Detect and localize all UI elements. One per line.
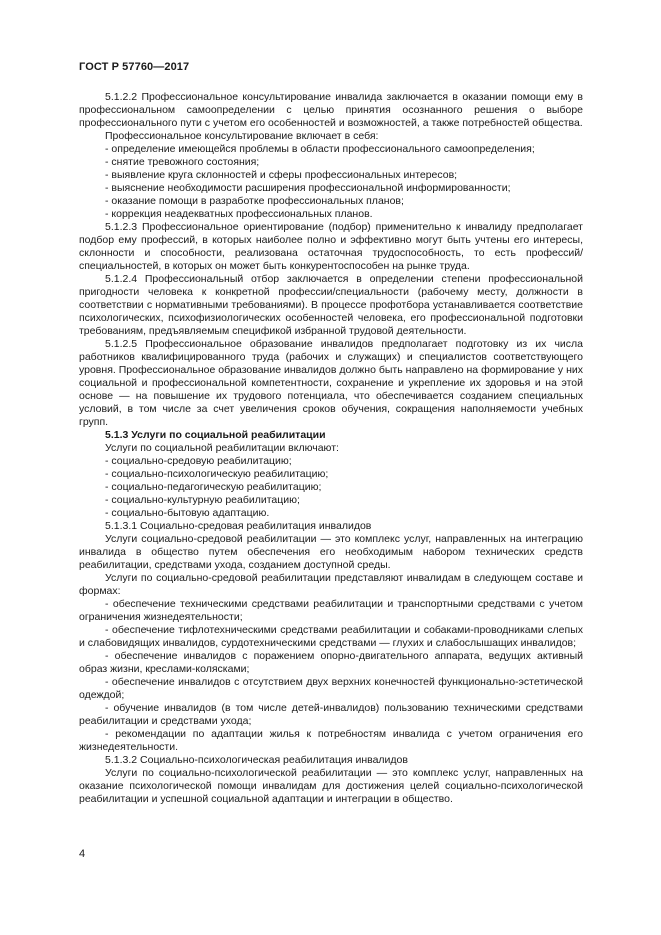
paragraph: - обеспечение техническими средствами реабилитации и транспортными средствами с учетом ограничения жизнедеятельности; [79,598,583,623]
list-item: - социально-психологическую реабилитацию; [105,468,329,480]
document-body [79,91,583,806]
list-item: - социально-средовую реабилитацию; [105,455,292,467]
paragraph: 5.1.2.5 Профессиональное образование инвалидов предполагает подготовку из их числа работников квалифицированного труда (рабочих и служащих) и специалистов соответствующего уровня. Профессиональное образование инвалидов должно быть направлено на формирование у них социальной и профессиональной компетентности, сохранение и укрепление их здоровья и на этой основе — на повышение их трудового потенциала, что обеспечивается созданием специальных условий, в том числе за счет увеличения сроков обучения, сокращения наполняемости учебных групп. [79,338,583,428]
paragraph: - обучение инвалидов (в том числе детей-инвалидов) пользованию техническими средствами реабилитации и средствами ухода; [79,702,583,727]
document-header: ГОСТ Р 57760—2017 [79,61,190,73]
list-item: - социально-педагогическую реабилитацию; [105,481,322,493]
paragraph: 5.1.3.2 Социально-психологическая реабилитация инвалидов [105,754,408,766]
list-item: - социально-бытовую адаптацию. [105,507,270,519]
page-number: 4 [79,848,86,860]
paragraph: - рекомендации по адаптации жилья к потребностям инвалида с учетом ограничения его жизнедеятельности. [79,728,583,753]
list-item: - коррекция неадекватных профессиональных планов. [105,208,373,220]
paragraph: 5.1.2.4 Профессиональный отбор заключается в определении степени профессиональной пригодности человека к конкретной профессии/специальности (рабочему месту, должности в соответствии с нормативными требованиями). В процессе профотбора устанавливается соответствие психологических, психофизиологических особенностей человека, его профессиональной подготовки требованиям, предъявляемым спецификой избранной трудовой деятельности. [79,273,583,337]
paragraph: Услуги по социально-средовой реабилитации представляют инвалидам в следующем составе и формах: [79,572,583,597]
paragraph: Услуги социально-средовой реабилитации — это комплекс услуг, направленных на интеграцию инвалида в общество путем обеспечения его необходимым набором технических средств реабилитации, средствами ухода, созданием доступной среды. [79,533,583,571]
paragraph: 5.1.2.3 Профессиональное ориентирование (подбор) применительно к инвалиду предполагает подбор ему профессий, в которых наиболее полно и эффективно могут быть учтены его интересы, склонности и способности, реализована остаточная трудоспособность, то есть профессий/специальностей, в которых он может быть конкурентоспособен на рынке труда. [79,221,583,272]
section-heading: 5.1.3 Услуги по социальной реабилитации [105,429,326,441]
list-item: - социально-культурную реабилитацию; [105,494,300,506]
paragraph: Профессиональное консультирование включает в себя: [105,130,379,142]
paragraph: - обеспечение инвалидов с поражением опорно-двигательного аппарата, ведущих активный образ жизни, креслами-колясками; [79,650,583,675]
paragraph: 5.1.3.1 Социально-средовая реабилитация инвалидов [105,520,372,532]
list-item: - выявление круга склонностей и сферы профессиональных интересов; [105,169,458,181]
list-item: - определение имеющейся проблемы в области профессионального самоопределения; [105,143,535,155]
paragraph: - обеспечение тифлотехническими средствами реабилитации и собаками-проводниками слепых и слабовидящих инвалидов, сурдотехническими средствами — глухих и слабослышащих инвалидов; [79,624,583,649]
list-item: - оказание помощи в разработке профессиональных планов; [105,195,404,207]
paragraph: - обеспечение инвалидов с отсутствием двух верхних конечностей функционально-эстетической одеждой; [79,676,583,701]
paragraph: 5.1.2.2 Профессиональное консультирование инвалида заключается в оказании помощи ему в профессиональном самоопределении с целью принятия осознанного решения о выборе профессионального пути с учетом его особенностей и возможностей, а также потребностей общества. [79,91,583,129]
paragraph: Услуги по социальной реабилитации включают: [105,442,339,454]
list-item: - выяснение необходимости расширения профессиональной информированности; [105,182,511,194]
list-item: - снятие тревожного состояния; [105,156,260,168]
paragraph: Услуги по социально-психологической реабилитации — это комплекс услуг, направленных на оказание психологической помощи инвалидам для достижения целей социально-психологической реабилитации и успешной социальной адаптации и интеграции в общество. [79,767,583,805]
